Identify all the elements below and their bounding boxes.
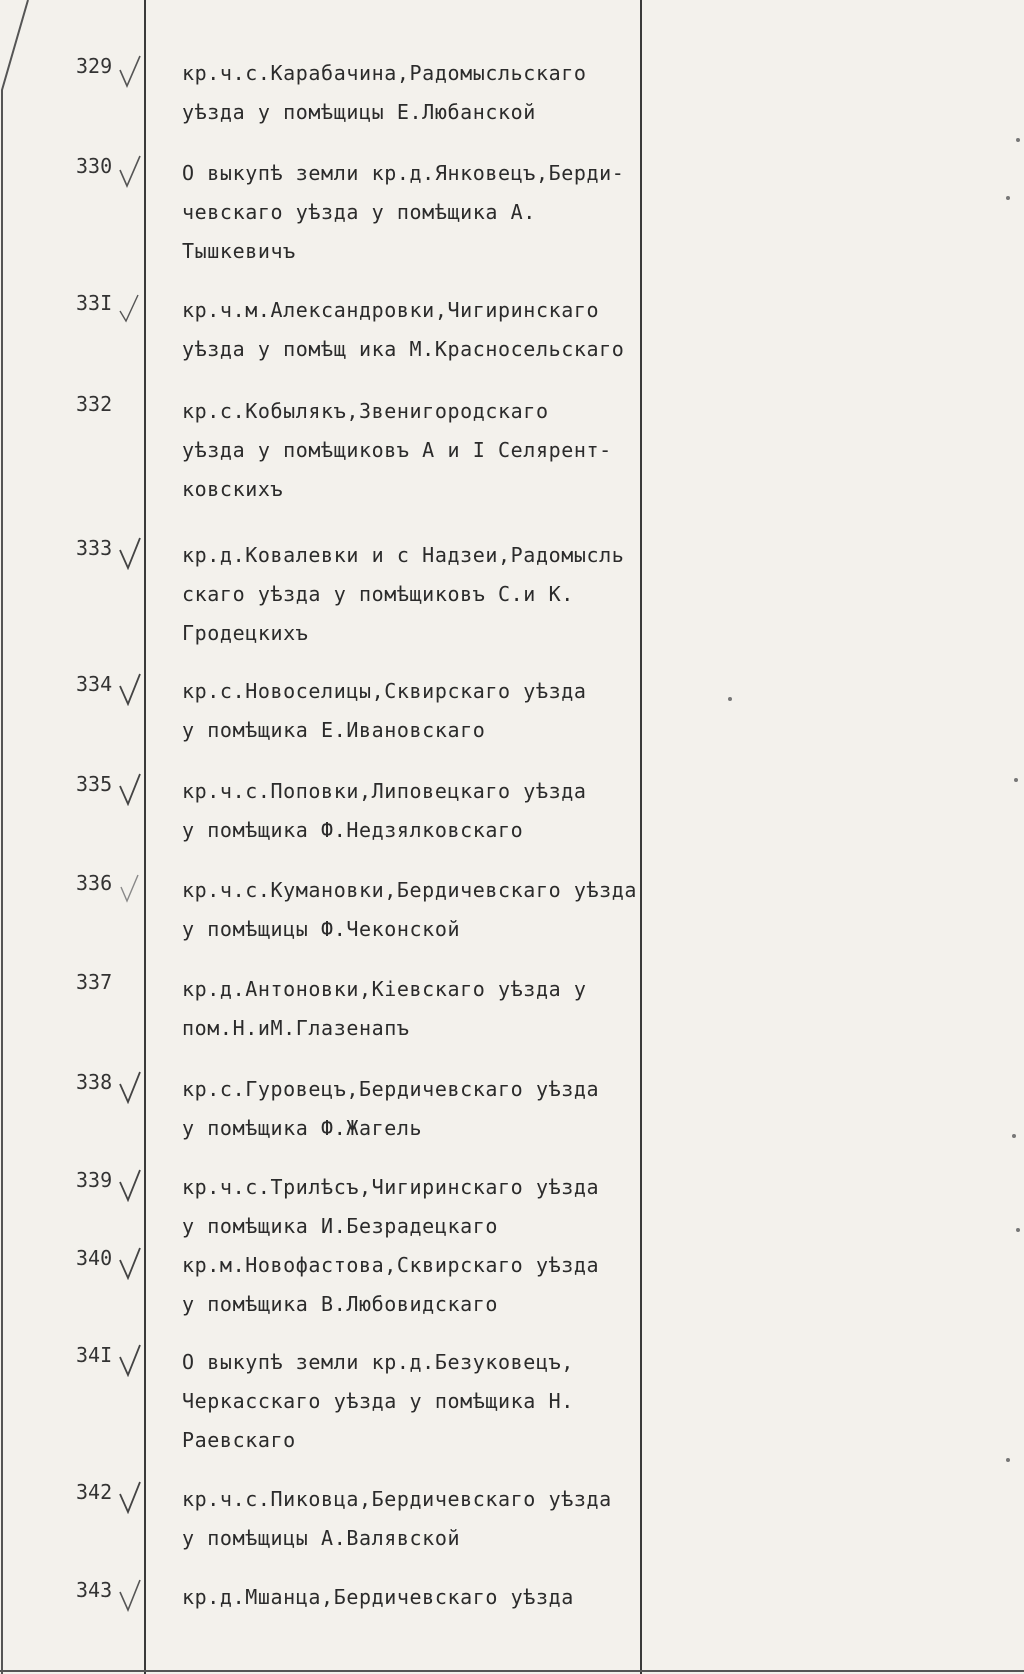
entry-text: О выкупѣ земли кр.д.Безуковецъ, Черкасскаго уѣзда у помѣщика Н. Раевскаго: [182, 1350, 574, 1452]
checkmark-icon: [118, 1480, 142, 1514]
entry-text: кр.ч.с.Пиковца,Бердичевскаго уѣзда у помѣщицы А.Валявской: [182, 1487, 612, 1550]
entry-text: кр.д.Мшанца,Бердичевскаго уѣзда: [182, 1585, 574, 1609]
checkmark-icon: [118, 1246, 142, 1280]
entry-text: кр.ч.с.Поповки,Липовецкаго уѣзда у помѣщика Ф.Недзялковскаго: [182, 779, 587, 842]
entry-number: 330: [76, 154, 113, 178]
checkmark-icon: [118, 291, 142, 325]
entry-number: 340: [76, 1246, 113, 1270]
entry-text: кр.д.Антоновки,Кiевскаго уѣзда у пом.Н.иМ.Глазенапъ: [182, 977, 587, 1040]
entry-number: 343: [76, 1578, 113, 1602]
entry-number: 33I: [76, 291, 113, 315]
checkmark-icon: [118, 1168, 142, 1202]
checkmark-icon: [118, 536, 142, 570]
paper-speck: [1006, 1458, 1010, 1462]
paper-speck: [1012, 1134, 1016, 1138]
checkmark-icon: [118, 672, 142, 706]
paper-speck: [1016, 138, 1020, 142]
entry-number: 332: [76, 392, 113, 416]
column-rule-left: [144, 0, 146, 1674]
entry-text: кр.с.Кобылякъ,Звенигородскаго уѣзда у помѣщиковъ А и I Селярент- ковскихъ: [182, 399, 612, 501]
checkmark-icon: [118, 54, 142, 88]
checkmark-icon: [118, 1578, 142, 1612]
entry-text: кр.с.Гуровецъ,Бердичевскаго уѣзда у помѣщика Ф.Жагель: [182, 1077, 600, 1140]
entry-text: кр.ч.с.Карабачина,Радомысльскаго уѣзда у помѣщицы Е.Любанской: [182, 61, 587, 124]
entry-number: 339: [76, 1168, 113, 1192]
checkmark-icon: [118, 1070, 142, 1104]
paper-speck: [728, 697, 732, 701]
page-bottom-edge: [0, 1670, 1024, 1672]
entry-text: кр.с.Новоселицы,Сквирскаго уѣзда у помѣщика Е.Ивановскаго: [182, 679, 587, 742]
entry-text: О выкупѣ земли кр.д.Янковецъ,Берди- чевскаго уѣзда у помѣщика А. Тышкевичъ: [182, 161, 625, 263]
entry-number: 336: [76, 871, 113, 895]
entry-number: 329: [76, 54, 113, 78]
entry-text: кр.ч.с.Трилѣсъ,Чигиринскаго уѣзда у помѣщика И.Безрадецкаго: [182, 1175, 600, 1238]
entry-text: кр.ч.м.Александровки,Чигиринскаго уѣзда у помѣщ ика М.Красносельскаго: [182, 298, 625, 361]
checkmark-icon: [118, 154, 142, 188]
entry-text: кр.ч.с.Кумановки,Бердичевскаго уѣзда у помѣщицы Ф.Чеконской: [182, 878, 638, 941]
checkmark-icon: [118, 871, 142, 905]
entry-text: кр.д.Ковалевки и с Надзеи,Радомысль скаго уѣзда у помѣщиковъ С.и К. Гродецкихъ: [182, 543, 625, 645]
paper-speck: [1006, 196, 1010, 200]
entry-number: 34I: [76, 1343, 113, 1367]
page-left-edge: [0, 0, 40, 1674]
entry-text: кр.м.Новофастова,Сквирскаго уѣзда у помѣщика В.Любовидскаго: [182, 1253, 600, 1316]
entry-number: 338: [76, 1070, 113, 1094]
paper-speck: [1014, 778, 1018, 782]
checkmark-icon: [118, 772, 142, 806]
entry-number: 334: [76, 672, 113, 696]
entry-number: 342: [76, 1480, 113, 1504]
entry-number: 335: [76, 772, 113, 796]
entry-number: 337: [76, 970, 113, 994]
entry-number: 333: [76, 536, 113, 560]
checkmark-icon: [118, 1343, 142, 1377]
paper-speck: [1016, 1228, 1020, 1232]
